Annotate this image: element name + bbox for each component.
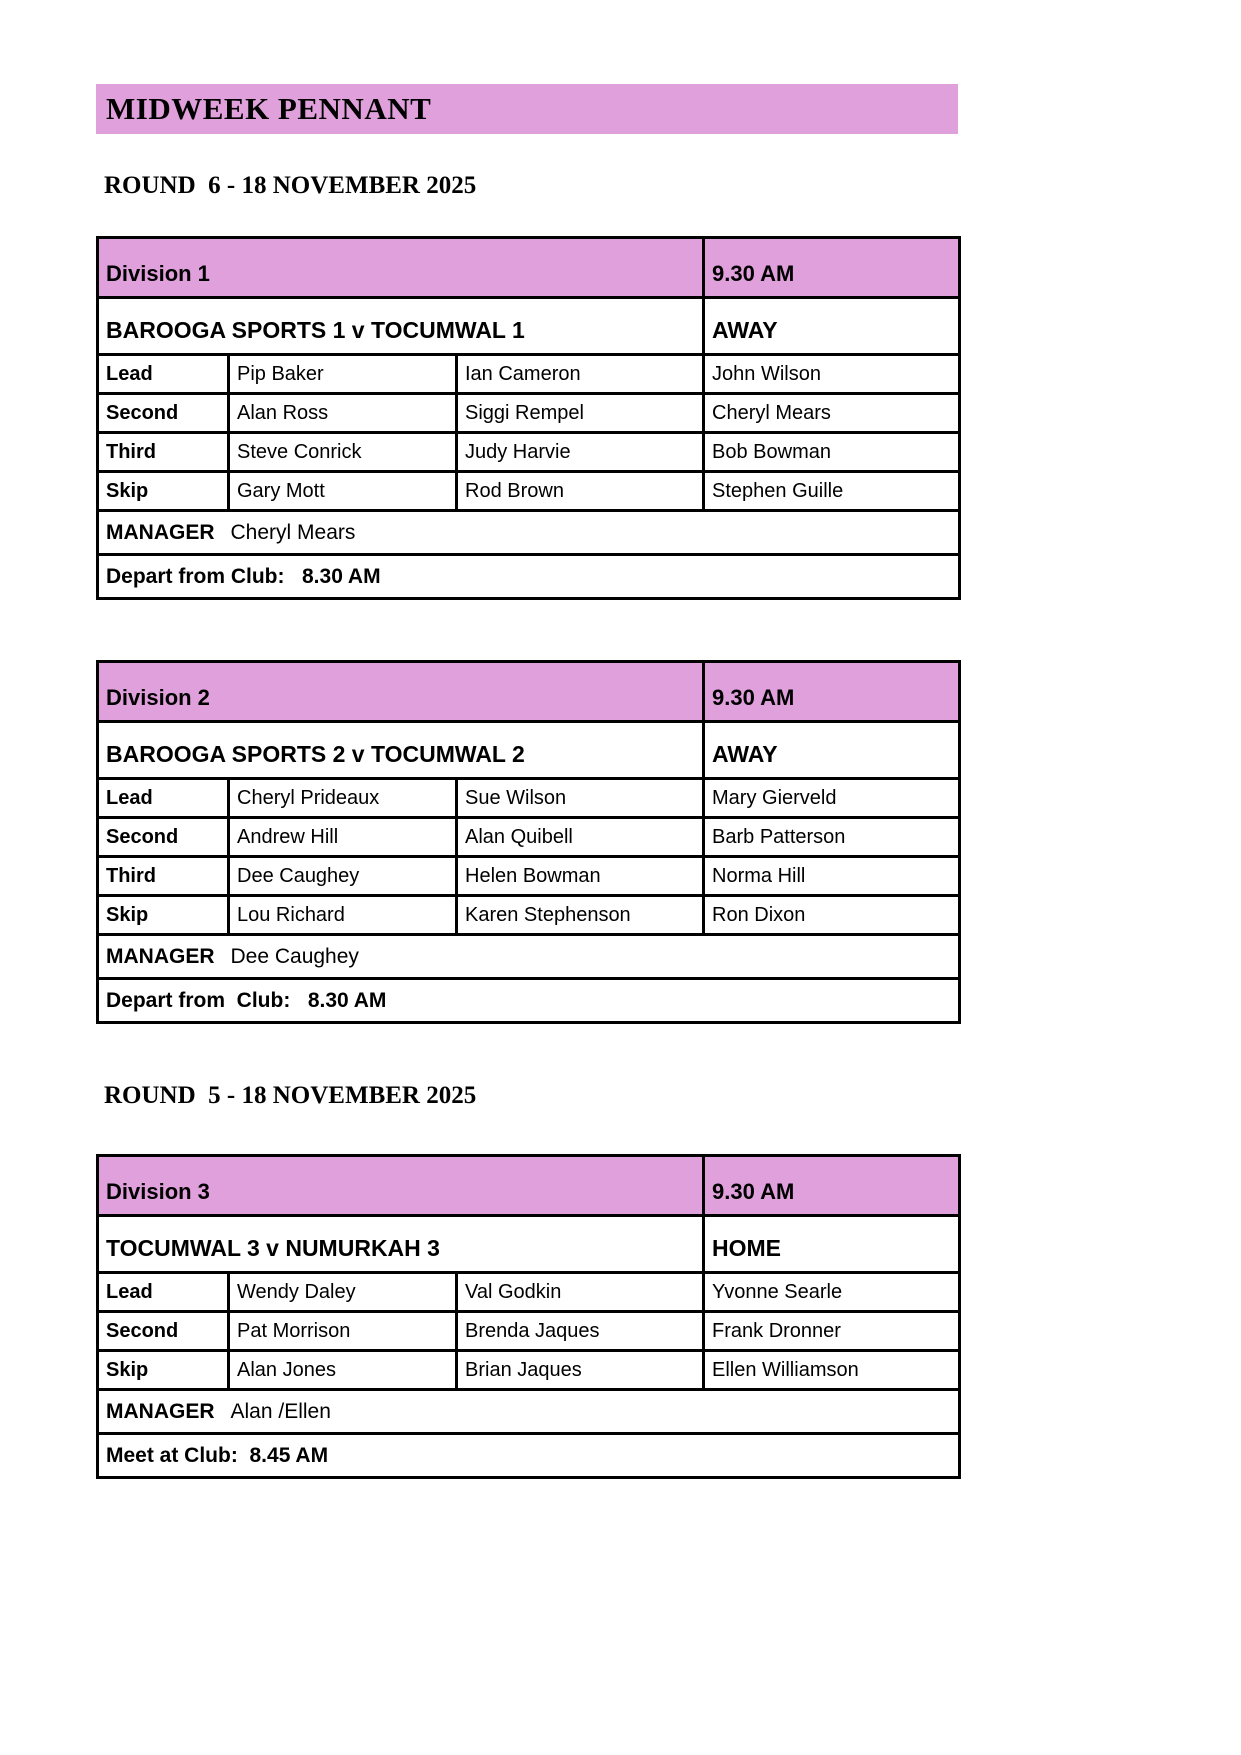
position-label: Second [98, 1312, 229, 1351]
depart-cell: Depart from Club: 8.30 AM [98, 555, 960, 599]
venue-cell: AWAY [704, 722, 960, 779]
player-name: John Wilson [704, 355, 960, 394]
manager-cell [98, 1390, 960, 1434]
venue-cell: HOME [704, 1216, 960, 1273]
start-time-cell: 9.30 AM [704, 662, 960, 722]
player-name: Mary Gierveld [704, 779, 960, 818]
position-label: Third [98, 857, 229, 896]
page-title-bar [96, 84, 958, 134]
player-name: Cheryl Mears [704, 394, 960, 433]
player-name: Brenda Jaques [457, 1312, 704, 1351]
player-name: Pip Baker [229, 355, 457, 394]
depart-row [98, 555, 960, 599]
page-content [96, 84, 958, 1479]
match-cell: BAROOGA SPORTS 1 v TOCUMWAL 1 [98, 298, 704, 355]
lead-row [98, 355, 960, 394]
meet-row [98, 1434, 960, 1478]
player-name: Sue Wilson [457, 779, 704, 818]
division-name-cell: Division 1 [98, 238, 704, 298]
division-1-header-row [98, 238, 960, 298]
player-name: Norma Hill [704, 857, 960, 896]
second-row [98, 1312, 960, 1351]
lead-row [98, 779, 960, 818]
third-row [98, 857, 960, 896]
player-name: Val Godkin [457, 1273, 704, 1312]
division-1-table [96, 236, 961, 600]
meet-cell: Meet at Club: 8.45 AM [98, 1434, 960, 1478]
skip-row [98, 472, 960, 511]
position-label: Skip [98, 1351, 229, 1390]
player-name: Andrew Hill [229, 818, 457, 857]
player-name: Alan Quibell [457, 818, 704, 857]
manager-cell [98, 511, 960, 555]
division-3-match-row [98, 1216, 960, 1273]
manager-label: MANAGER [106, 944, 215, 968]
round-5-heading: ROUND 5 - 18 NOVEMBER 2025 [104, 1082, 477, 1109]
page-title: MIDWEEK PENNANT [106, 91, 432, 126]
player-name: Ron Dixon [704, 896, 960, 935]
division-2-table [96, 660, 961, 1024]
position-label: Skip [98, 896, 229, 935]
third-row [98, 433, 960, 472]
player-name: Alan Ross [229, 394, 457, 433]
manager-row [98, 935, 960, 979]
player-name: Judy Harvie [457, 433, 704, 472]
player-name: Pat Morrison [229, 1312, 457, 1351]
manager-cell [98, 935, 960, 979]
round-6-heading: ROUND 6 - 18 NOVEMBER 2025 [104, 172, 477, 199]
player-name: Ian Cameron [457, 355, 704, 394]
player-name: Steve Conrick [229, 433, 457, 472]
position-label: Lead [98, 779, 229, 818]
manager-name: Cheryl Mears [230, 520, 356, 544]
player-name: Yvonne Searle [704, 1273, 960, 1312]
player-name: Barb Patterson [704, 818, 960, 857]
player-name: Rod Brown [457, 472, 704, 511]
depart-row [98, 979, 960, 1023]
player-name: Dee Caughey [229, 857, 457, 896]
manager-row [98, 1390, 960, 1434]
position-label: Lead [98, 355, 229, 394]
manager-name: Dee Caughey [230, 944, 359, 968]
skip-row [98, 1351, 960, 1390]
second-row [98, 818, 960, 857]
depart-cell: Depart from Club: 8.30 AM [98, 979, 960, 1023]
player-name: Lou Richard [229, 896, 457, 935]
venue-cell: AWAY [704, 298, 960, 355]
position-label: Second [98, 818, 229, 857]
player-name: Alan Jones [229, 1351, 457, 1390]
player-name: Siggi Rempel [457, 394, 704, 433]
start-time-cell: 9.30 AM [704, 238, 960, 298]
second-row [98, 394, 960, 433]
player-name: Cheryl Prideaux [229, 779, 457, 818]
player-name: Gary Mott [229, 472, 457, 511]
player-name: Karen Stephenson [457, 896, 704, 935]
division-2-header-row [98, 662, 960, 722]
match-cell: TOCUMWAL 3 v NUMURKAH 3 [98, 1216, 704, 1273]
position-label: Skip [98, 472, 229, 511]
player-name: Brian Jaques [457, 1351, 704, 1390]
player-name: Stephen Guille [704, 472, 960, 511]
division-1-match-row [98, 298, 960, 355]
manager-row [98, 511, 960, 555]
division-2-match-row [98, 722, 960, 779]
manager-label: MANAGER [106, 520, 215, 544]
player-name: Wendy Daley [229, 1273, 457, 1312]
player-name: Frank Dronner [704, 1312, 960, 1351]
player-name: Bob Bowman [704, 433, 960, 472]
division-3-header-row [98, 1156, 960, 1216]
manager-label: MANAGER [106, 1399, 215, 1423]
start-time-cell: 9.30 AM [704, 1156, 960, 1216]
position-label: Lead [98, 1273, 229, 1312]
division-name-cell: Division 3 [98, 1156, 704, 1216]
skip-row [98, 896, 960, 935]
position-label: Second [98, 394, 229, 433]
division-name-cell: Division 2 [98, 662, 704, 722]
division-3-table [96, 1154, 961, 1479]
player-name: Helen Bowman [457, 857, 704, 896]
position-label: Third [98, 433, 229, 472]
match-cell: BAROOGA SPORTS 2 v TOCUMWAL 2 [98, 722, 704, 779]
manager-name: Alan /Ellen [230, 1399, 331, 1423]
lead-row [98, 1273, 960, 1312]
player-name: Ellen Williamson [704, 1351, 960, 1390]
